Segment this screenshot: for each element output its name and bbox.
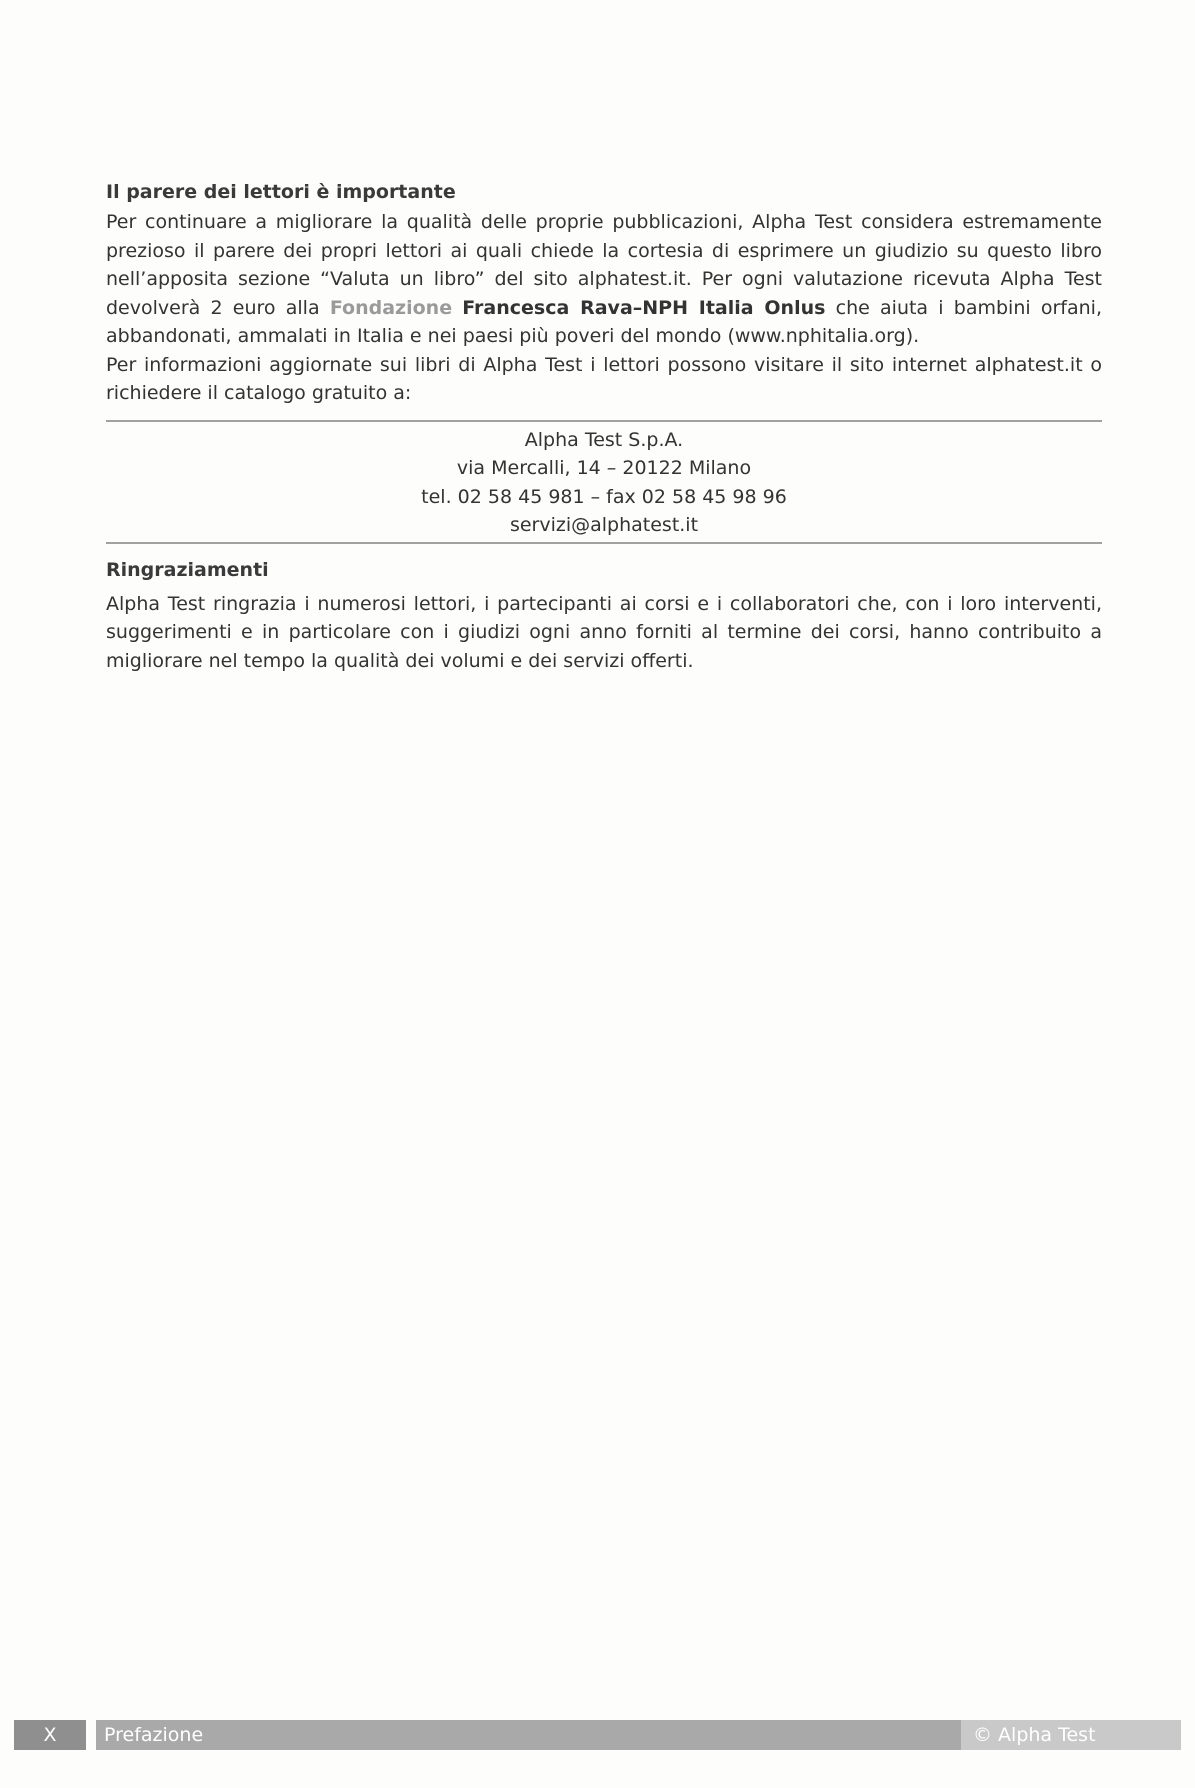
reader-opinion-text-start: Per continuare a migliorare la qualità delle proprie pubblicazioni, Alpha Test considera estremamente prezioso il parere dei propri lettori ai quali chiede la cortesia di esprimere un giudizio su questo libro nell’apposita sezione “Valuta un libro” del sito alphatest.it. Per ogni valutazione ricevuta Alpha Test devolverà 2 euro alla <box>106 211 1102 319</box>
footer-bar <box>96 1720 1181 1750</box>
divider-bottom <box>106 542 1102 544</box>
address-street: via Mercalli, 14 – 20122 Milano <box>456 457 752 479</box>
foundation-name: Francesca Rava–NPH Italia Onlus <box>462 296 826 319</box>
divider-top <box>106 420 1102 422</box>
footer-copyright: © Alpha Test <box>973 1724 1096 1746</box>
address-phone: tel. 02 58 45 981 – fax 02 58 45 98 96 <box>421 485 787 508</box>
footer-copyright-box <box>961 1720 1181 1750</box>
page-footer <box>0 1720 1195 1750</box>
reader-opinion-text-end: che aiuta i bambini orfani, abbandonati, ammalati in Italia e nei paesi più poveri del mondo (www.nphitalia.org). <box>106 296 1102 347</box>
foundation-label: Fondazione <box>329 296 453 319</box>
thanks-paragraph: Alpha Test ringrazia i numerosi lettori, i partecipanti ai corsi e i collaboratori che, con i loro interventi, suggerimenti e in particolare con i giudizi ogni anno forniti al termine dei corsi, hanno contribuito a migliorare nel tempo la qualità dei volumi e dei servizi offerti. <box>106 592 1102 672</box>
footer-section-title: Prefazione <box>104 1724 204 1746</box>
section-heading-reader-opinion: Il parere dei lettori è importante <box>106 181 456 203</box>
page-number: X <box>14 1720 86 1750</box>
page-content <box>106 180 1102 675</box>
reader-opinion-paragraph <box>106 208 1102 351</box>
info-paragraph: Per informazioni aggiornate sui libri di Alpha Test i lettori possono visitare il sito internet alphatest.it o richiedere il catalogo gratuito a: <box>106 353 1102 404</box>
section-heading-thanks: Ringraziamenti <box>106 558 269 581</box>
address-company: Alpha Test S.p.A. <box>524 428 684 451</box>
address-block <box>106 422 1102 542</box>
address-email: servizi@alphatest.it <box>509 514 699 536</box>
